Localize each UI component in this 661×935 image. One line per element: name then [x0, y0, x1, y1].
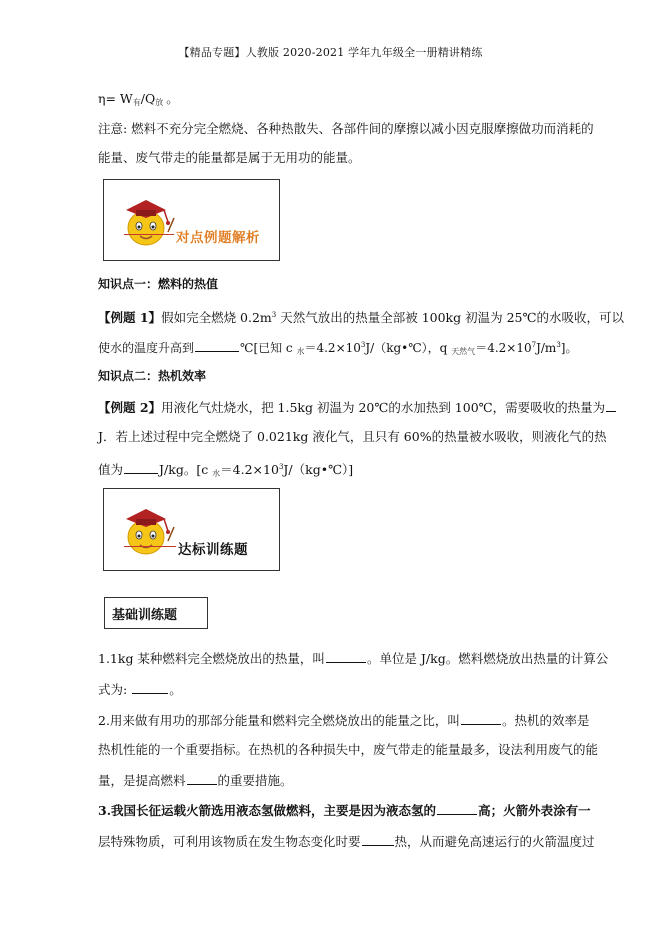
sub-water: 水 [296, 347, 305, 356]
knowledge-point-2-title: 知识点二：热机效率 [98, 369, 207, 383]
q3-text-b: 高；火箭外表涂有一 [478, 803, 591, 818]
answer-blank[interactable] [132, 681, 168, 694]
efficiency-formula [98, 91, 179, 111]
sub-water: 水 [212, 469, 221, 478]
example-1-tag: 【例题 1】 [98, 310, 162, 325]
note-line-1: 注意: 燃料不充分完全燃烧、各种热散失、各部件间的摩擦以减小因克服摩擦做功而消耗的 [98, 121, 594, 136]
example-1-text-i: ]。 [560, 341, 578, 355]
q2-text-c: 量，是提高燃料 [98, 773, 186, 788]
example-2-line-2: J．若上述过程中完全燃烧了 0.021kg 液化气，且只有 60%的热量被水吸收，则液化气的热 [98, 429, 607, 444]
sup-3: 3 [278, 463, 284, 471]
question-1-line-1 [98, 650, 608, 667]
section-box-basic [104, 597, 208, 629]
formula-end: 。 [166, 91, 179, 106]
answer-blank[interactable] [195, 339, 239, 352]
example-1-text-b: 天然气放出的热量全部被 100kg 初温为 25℃的水吸收，可以 [276, 310, 624, 325]
example-1-text-d: ℃[已知 c [240, 341, 297, 355]
banner-example-analysis [103, 179, 280, 261]
mascot-icon [116, 188, 176, 250]
formula-sub-useful: 有 [132, 98, 141, 107]
q1-text-c: 式为: [98, 682, 132, 697]
question-3-line-2 [98, 833, 595, 850]
mascot-icon [116, 497, 176, 559]
banner-practice [103, 488, 280, 571]
section-title: 基础训练题 [112, 608, 178, 623]
question-2-line-1 [98, 712, 589, 729]
q3-text-d: 热，从而避免高速运行的火箭温度过 [394, 834, 595, 849]
example-1-line-1 [98, 307, 624, 326]
banner-rule [124, 546, 176, 547]
q3-text-a: 3.我国长征运载火箭选用液态氢做燃料，主要是因为液态氢的 [98, 803, 437, 818]
example-1-sup: 3 [271, 311, 277, 319]
example-2-tag: 【例题 2】 [98, 400, 162, 415]
sub-gas: 天然气 [451, 347, 476, 356]
question-2-line-2: 热机性能的一个重要指标。在热机的各种损失中，废气带走的能量最多，设法利用废气的能 [98, 742, 599, 757]
sup-3: 3 [360, 341, 366, 349]
q3-text-c: 层特殊物质，可利用该物质在发生物态变化时要 [98, 834, 361, 849]
question-3-line-1 [98, 802, 591, 819]
answer-blank[interactable] [362, 833, 394, 846]
question-2-line-3 [98, 772, 293, 789]
answer-blank[interactable] [124, 461, 158, 474]
example-2-text-d: ＝4.2×10 [220, 462, 279, 477]
answer-blank[interactable] [606, 399, 616, 412]
example-1-text-h: J/m [536, 341, 557, 355]
q1-text-d: 。 [169, 682, 182, 697]
answer-blank[interactable] [461, 712, 501, 725]
q2-text-a: 2.用来做有用功的那部分能量和燃料完全燃烧放出的能量之比，叫 [98, 713, 460, 728]
answer-blank[interactable] [187, 772, 217, 785]
question-1-line-2 [98, 681, 182, 698]
example-1-text-a: 假如完全燃烧 0.2m [161, 310, 272, 325]
banner-rule [124, 234, 174, 235]
example-2-text-a: 用液化气灶烧水，把 1.5kg 初温为 20℃的水加热到 100℃，需要吸收的热量为 [161, 400, 606, 415]
knowledge-point-1-title: 知识点一：燃料的热值 [98, 277, 219, 291]
example-2-text-e: J/（kg•℃）] [283, 462, 354, 477]
formula-eta: η= W [98, 91, 133, 106]
sup-7: 7 [531, 341, 537, 349]
example-2-line-3 [98, 459, 353, 482]
example-1-line-2 [98, 337, 577, 360]
q1-text-a: 1.1kg 某种燃料完全燃烧放出的热量，叫 [98, 651, 325, 666]
answer-blank[interactable] [326, 650, 366, 663]
example-1-text-c: 使水的温度升高到 [98, 341, 195, 355]
formula-sub-total: 放 [155, 98, 164, 107]
example-2-text-b: 值为 [98, 462, 124, 477]
example-1-text-g: ＝4.2×10 [475, 341, 532, 355]
note-line-2: 能量、废气带走的能量都是属于无用功的能量。 [98, 150, 361, 165]
banner-title: 达标训练题 [178, 542, 248, 558]
answer-blank[interactable] [437, 802, 477, 815]
example-1-text-e: ＝4.2×10 [304, 341, 361, 355]
q2-text-b: 。热机的效率是 [501, 713, 590, 728]
q1-text-b: 。单位是 J/kg。燃料燃烧放出热量的计算公 [366, 651, 609, 666]
banner-title: 对点例题解析 [176, 230, 260, 246]
page-header: 【精品专题】人教版 2020-2021 学年九年级全一册精讲精练 [178, 46, 483, 59]
example-2-line-1 [98, 399, 617, 416]
example-1-text-f: J/（kg•℃），q [365, 341, 452, 355]
q2-text-d: 的重要措施。 [217, 773, 293, 788]
sup-m3: 3 [556, 341, 561, 349]
example-2-text-c: J/kg。[c [159, 462, 213, 477]
formula-slash: /Q [140, 91, 156, 106]
